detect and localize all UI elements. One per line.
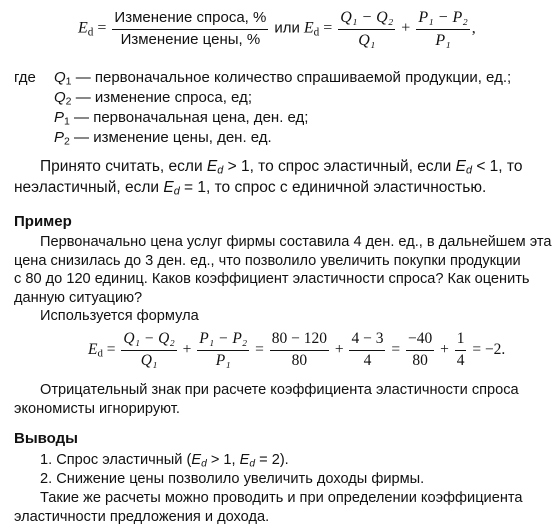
- conclusion-2: 2. Снижение цены позволило увеличить доходы фирмы.: [40, 471, 425, 487]
- where-item-p1: $P_1$ — первоначальная цена, ден. ед;: [54, 109, 309, 128]
- example-text: Первоначально цена услуг фирмы составила 4 ден. ед., в дальнейшем эта цена снизилась до 3 ден. ед., что позволило увеличить покупки продукции с 80 до 120 единиц. Каков коэффициент эластичности спроса? Как оценить данную ситуацию?: [14, 234, 552, 306]
- formula-eq: =: [97, 19, 107, 37]
- p-fraction: [416, 8, 469, 50]
- p-fraction-2: $\frac{\text{P₁ − P₂}}{\text{P₁}}$: [199, 330, 248, 369]
- formula-comma: ,: [471, 19, 476, 37]
- calculation-formula: $E_d$ = $\frac{\text{Q₁ − Q₂}}{\text{Q₁}}$ + $\frac{\text{P₁ − P₂}}{\text{P₁}}$ = $\frac{80 - 120}{80}$ + $\frac{4 - 3}{4}$ = $\frac{-40}{80}$ + $\frac{1}{4}$ = −2.: [88, 330, 506, 369]
- negative-sign-paragraph: Отрицательный знак при расчете коэффициента эластичности спроса экономисты игнорируют.: [14, 382, 519, 417]
- p-numerator: P₁ − P₂: [416, 8, 469, 30]
- formula-lhs-sub-2: d: [313, 26, 320, 39]
- final-paragraph: Такие же расчеты можно проводить и при определении коэффициента эластичности предложения и дохода.: [14, 490, 523, 525]
- result-value: = −2.: [472, 340, 506, 358]
- conclusions-list: [40, 451, 424, 489]
- example-heading: Пример: [14, 213, 72, 230]
- where-item-q2: $Q_2$ — изменение спроса, ед;: [54, 89, 252, 108]
- q-numerator: Q₁ − Q₂: [338, 8, 395, 30]
- p-denominator: P₁: [435, 31, 451, 49]
- or-word: или: [274, 19, 300, 37]
- word-fraction: [112, 9, 268, 49]
- value-fraction-3: $\frac{-40}{80}$: [407, 330, 433, 369]
- formula-eq-2: =: [323, 19, 333, 37]
- formula-lhs-2: E: [303, 19, 314, 37]
- where-list: [14, 68, 511, 148]
- plus-sign: +: [401, 19, 411, 37]
- formula-lhs-sub: d: [87, 26, 94, 39]
- formula-lhs: E: [78, 19, 88, 37]
- q-fraction-2: $\frac{\text{Q₁ − Q₂}}{\text{Q₁}}$: [123, 330, 175, 369]
- value-fraction-2: $\frac{4 - 3}{4}$: [351, 330, 384, 369]
- value-fraction-4: $\frac{1}{4}$: [456, 330, 465, 369]
- accepted-paragraph: Принято считать, если $E_d > 1$, то спрос эластичный, если $E_d < 1$, то неэластичный, если $E_d = 1$, то спрос с единичной эластичностью.: [14, 158, 523, 198]
- conclusion-1: 1. Спрос эластичный ($E_d > 1$, $E_d = 2$).: [40, 452, 289, 470]
- q-denominator: Q₁: [358, 31, 376, 49]
- elasticity-formula: [78, 8, 476, 50]
- word-denominator: Изменение цены, %: [120, 30, 261, 48]
- where-item-q1: где $Q_1$ — первоначальное количество спрашиваемой продукции, ед.;: [14, 69, 512, 88]
- where-item-p2: $P_2$ — изменение цены, ден. ед.: [54, 129, 272, 148]
- uses-formula-label: Используется формула: [40, 308, 199, 324]
- value-fraction-1: $\frac{80 - 120}{80}$: [271, 330, 327, 369]
- q-fraction: [338, 8, 395, 50]
- word-numerator: Изменение спроса, %: [112, 9, 268, 29]
- conclusions-heading: Выводы: [14, 430, 78, 447]
